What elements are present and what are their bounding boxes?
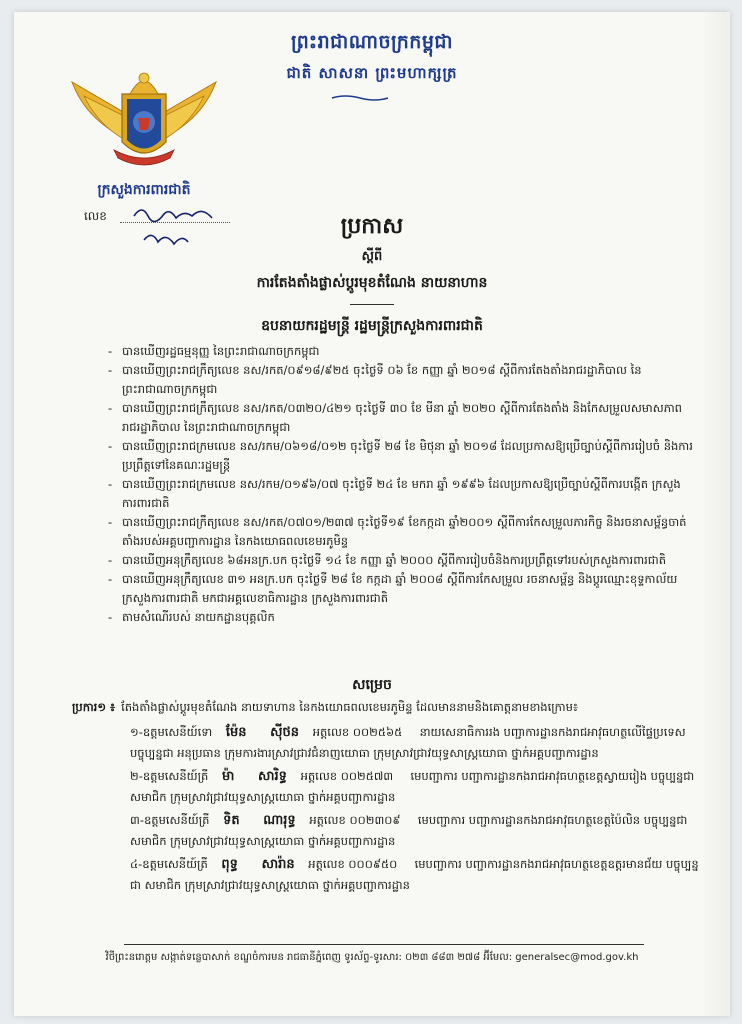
consideration-item: - បានឃើញព្រះរាជក្រឹត្យលេខ នស/រកត/០៣២០/៤២១ ចុះថ្ងៃទី ៣០ ខែ មីនា ឆ្នាំ ២០២០ ស្តីពីការតែងតាំង និងកែសម្រួលសមាសភាពរាជរដ្ឋាភិបាល នៃព្រះរាជាណាចក្រកម្ពុជា <box>106 399 696 437</box>
consideration-item: - បានឃើញអនុក្រឹត្យលេខ ៣១ អនក្រ.បក ចុះថ្ងៃទី ២៨ ខែ កក្កដា ឆ្នាំ ២០០៨ ស្តីពីការកែសម្រួល រចនាសម្ព័ន្ធ និងប្តូរឈ្មោះខុទ្ទកាល័យ ក្រសួងការពារជាតិ មកជាអគ្គលេខាធិការដ្ឋាន ក្រសួងការពារជាតិ <box>106 570 696 608</box>
appointee-entry <box>130 854 700 896</box>
consideration-item: - បានឃើញព្រះរាជក្រមលេខ នស/រកម/០៦១៨/០១២ ចុះថ្ងៃទី ២៨ ខែ មិថុនា ឆ្នាំ ២០១៨ ដែលប្រកាសឱ្យប្រើច្បាប់ស្តីពីការរៀបចំ និងការប្រព្រឹត្តទៅនៃគណៈរដ្ឋមន្ត្រី <box>106 437 696 475</box>
appointee-id: អត្តលេខ ០០២៥៦៥ <box>312 725 403 739</box>
header-ornament <box>330 94 390 102</box>
appointee-id: អត្តលេខ ០០០៩៥០ <box>308 857 398 871</box>
document-about: ស្តីពី <box>361 249 383 264</box>
scan-shadow <box>700 12 730 1016</box>
ministry-emblem-logo <box>64 54 224 184</box>
appointee-given-name: ស៊ីថន <box>270 725 300 740</box>
kingdom-title: ព្រះរាជាណាចក្រកម្ពុជា <box>291 31 453 53</box>
appointee-description: មេបញ្ជាការ បញ្ជាការដ្ឋានកងរាជអាវុធហត្ថខេត្តឧត្តរមានជ័យ បច្ចុប្បន្នជា សមាជិក ក្រុមស្រាវជ្រាវយុទ្ធសាស្ត្រយោធា ថ្នាក់អគ្គបញ្ជាការដ្ឋាន <box>130 857 699 892</box>
appointee-description: មេបញ្ជាការ បញ្ជាការដ្ឋានកងរាជអាវុធហត្ថខេត្តប៉ៃលិន បច្ចុប្បន្នជា សមាជិក ក្រុមស្រាវជ្រាវយុទ្ធសាស្ត្រយោធា ថ្នាក់អគ្គបញ្ជាការដ្ឋាន <box>130 813 688 848</box>
appointee-id: អត្តលេខ ០០២៥៧៣ <box>300 769 394 783</box>
consideration-item: - បានឃើញព្រះរាជក្រឹត្យលេខ នស/រកត/០៩១៨/៩២៥ ចុះថ្ងៃទី ០៦ ខែ កញ្ញា ឆ្នាំ ២០១៨ ស្តីពីការតែងតាំងរាជរដ្ឋាភិបាល នៃព្រះរាជាណាចក្រកម្ពុជា <box>106 361 696 399</box>
appointee-given-name: ណារុទ្ធ <box>263 813 296 828</box>
consideration-item: - បានឃើញអនុក្រឹត្យលេខ ៦៨អនក្រ.បក ចុះថ្ងៃទី ១៤ ខែ កញ្ញា ឆ្នាំ ២០០០ ស្តីពីការរៀបចំនិងការប្រព្រឹត្តទៅរបស់ក្រសួងការពារជាតិ <box>106 551 696 570</box>
appointee-surname: ម៉ា <box>221 769 235 784</box>
ministry-name: ក្រសួងការពារជាតិ <box>97 182 191 198</box>
appointee-surname: ទិត <box>223 813 240 828</box>
consideration-item: - បានឃើញព្រះរាជក្រឹត្យលេខ នស/រកត/០៧០១/២៣៧ ចុះថ្ងៃទី១៩ ខែកក្កដា ឆ្នាំ២០០១ ស្តីពីការកែសម្រួលភារកិច្ច និងរចនាសម្ព័ន្ធចាត់តាំងរបស់អគ្គបញ្ជាការដ្ឋាន នៃកងយោធពលខេមរភូមិន្ទ <box>106 513 696 551</box>
considerations-list <box>106 342 696 627</box>
appointee-rank: ៤-ឧត្តមសេនីយ៍ត្រី <box>130 857 208 871</box>
footer-address: វិថីព្រះនរោត្តម សង្កាត់ទន្លេបាសាក់ ខណ្ឌចំការមន រាជធានីភ្នំពេញ ទូរស័ព្ទ-ទូរសារ: ០២៣ ៨៨៣ ២៧៨ អ៊ីមែល: generalsec@mod.gov.kh <box>105 952 639 963</box>
appointee-surname: ពុទ្ធ <box>221 857 238 872</box>
decides-heading: សម្រេច <box>352 677 392 693</box>
appointee-given-name: សារិទ្ធ <box>258 769 287 784</box>
appointee-rank: ១-ឧត្តមសេនីយ៍ទោ <box>130 725 213 739</box>
consideration-item: - បានឃើញព្រះរាជក្រមលេខ នស/រកម/០១៩៦/០៧ ចុះថ្ងៃទី ២៤ ខែ មករា ឆ្នាំ ១៩៩៦ ដែលប្រកាសឱ្យប្រើច្បាប់ស្តីពីការបង្កើត ក្រសួងការពារជាតិ <box>106 475 696 513</box>
issuer-title: ឧបនាយករដ្ឋមន្ត្រី រដ្ឋមន្ត្រីក្រសួងការពារជាតិ <box>261 318 483 334</box>
title-divider <box>350 304 394 305</box>
document-title-block <box>14 212 730 294</box>
appointee-rank: ៣-ឧត្តមសេនីយ៍ត្រី <box>130 813 210 827</box>
document-type: ប្រកាស <box>340 214 404 239</box>
consideration-item: - តាមសំណើរបស់ នាយកដ្ឋានបុគ្គលិក <box>106 608 696 627</box>
article-text: តែងតាំងផ្លាស់ប្តូរមុខតំណែង នាយទាហាន នៃកងយោធពលខេមរភូមិន្ទ ដែលមាននាមនិងគោត្តនាមខាងក្រោម៖ <box>121 700 578 714</box>
appointee-entry <box>130 722 700 764</box>
appointee-entry <box>130 766 700 808</box>
document-subject: ការតែងតាំងផ្លាស់ប្តូរមុខតំណែង នាយនាហាន <box>256 275 488 291</box>
appointee-surname: ម៉ែន <box>225 725 247 740</box>
reference-label: លេខ <box>84 209 107 223</box>
appointee-given-name: សារ៉ាន <box>261 857 295 872</box>
footer-divider <box>124 944 644 945</box>
appointee-id: អត្តលេខ ០០២៣០៩ <box>309 813 401 827</box>
kingdom-motto: ជាតិ សាសនា ព្រះមហាក្សត្រ <box>286 64 458 82</box>
appointee-entry <box>130 810 700 852</box>
article-heading: ប្រការ១ ៖ <box>72 700 116 714</box>
appointee-description: នាយសេនាធិការរង បញ្ជាការដ្ឋានកងរាជអាវុធហត្ថលើផ្ទៃប្រទេស បច្ចុប្បន្នជា អនុប្រធាន ក្រុមការងារស្រាវជ្រាវជំនាញយោធា ក្រុមស្រាវជ្រាវយុទ្ធសាស្ត្រយោធា ថ្នាក់អគ្គបញ្ជាការដ្ឋាន <box>130 725 686 760</box>
appointee-description: មេបញ្ជាការ បញ្ជាការដ្ឋានកងរាជអាវុធហត្ថខេត្តស្វាយរៀង បច្ចុប្បន្នជា សមាជិក ក្រុមស្រាវជ្រាវយុទ្ធសាស្ត្រយោធា ថ្នាក់អគ្គបញ្ជាការដ្ឋាន <box>130 769 695 804</box>
appointee-list <box>130 722 700 898</box>
article-1 <box>72 698 692 717</box>
consideration-item: - បានឃើញរដ្ឋធម្មនុញ្ញ នៃព្រះរាជាណាចក្រកម្ពុជា <box>106 342 696 361</box>
appointee-rank: ២-ឧត្តមសេនីយ៍ត្រី <box>130 769 209 783</box>
document-page <box>14 12 730 1016</box>
